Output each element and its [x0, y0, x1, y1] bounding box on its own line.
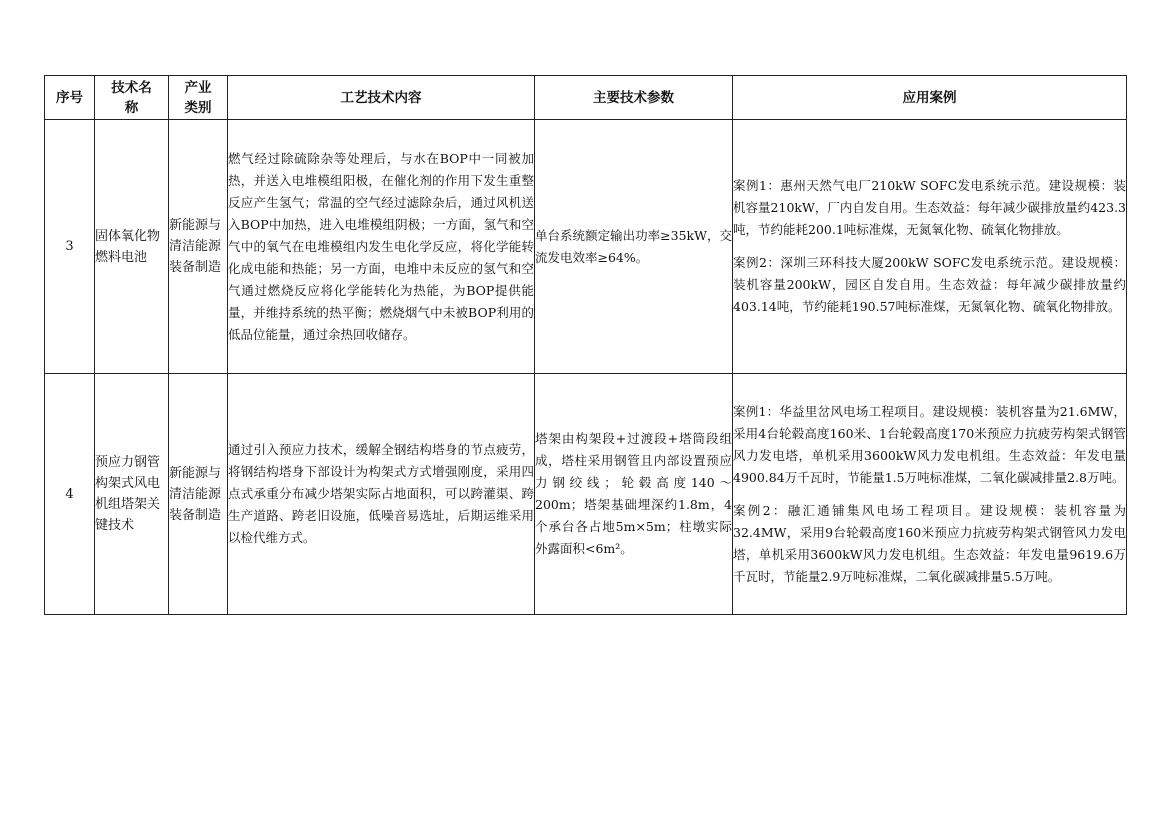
header-category: 产业类别: [169, 76, 228, 120]
row-process: 通过引入预应力技术，缓解全钢结构塔身的节点疲劳，将钢结构塔身下部设计为构架式方式增强刚度，采用四点式承重分布减少塔架实际占地面积，可以跨灌渠、跨生产道路、跨老旧设施，低噪音易选址，后期运维采用以检代维方式。: [228, 374, 535, 615]
header-cases: 应用案例: [733, 76, 1127, 120]
row-tech-name: 预应力钢管构架式风电机组塔架关键技术: [95, 374, 169, 615]
row-num: 4: [45, 374, 95, 615]
case-1: 案例1：惠州天然气电厂210kW SOFC发电系统示范。建设规模：装机容量210kW，厂内自发自用。生态效益：每年减少碳排放量约423.3吨，节约能耗200.1吨标准煤，无氮氧化物、硫氧化物排放。: [733, 178, 1126, 237]
row-cases: [733, 120, 1127, 374]
case-2: 案例2：深圳三环科技大厦200kW SOFC发电系统示范。建设规模：装机容量200kW，园区自发自用。生态效益：每年减少碳排放量约403.14吨，节约能耗190.57吨标准煤，无氮氧化物、硫氧化物排放。: [733, 255, 1126, 314]
table-row: [45, 120, 1127, 374]
row-num: 3: [45, 120, 95, 374]
row-category: 新能源与清洁能源装备制造: [169, 374, 228, 615]
row-tech-name: 固体氧化物燃料电池: [95, 120, 169, 374]
header-name: 技术名称: [95, 76, 169, 120]
row-category: 新能源与清洁能源装备制造: [169, 120, 228, 374]
row-cases: [733, 374, 1127, 615]
case-2: 案例2：融汇通铺集风电场工程项目。建设规模：装机容量为32.4MW，采用9台轮毂高度160米预应力抗疲劳构架式钢管风力发电塔，单机采用3600kW风力发电机组。生态效益：年发电量9619.6万千瓦时，节能量2.9万吨标准煤，二氧化碳减排量5.5万吨。: [733, 502, 1126, 584]
table-header-row: [45, 76, 1127, 120]
technology-table: [44, 75, 1127, 615]
header-params: 主要技术参数: [535, 76, 733, 120]
table-row: [45, 374, 1127, 615]
row-params: 塔架由构架段+过渡段+塔筒段组成，塔柱采用钢管且内部设置预应力钢绞线；轮毂高度140～200m；塔架基础埋深约1.8m，4个承台各占地5m×5m；柱墩实际外露面积<6m²。: [535, 374, 733, 615]
case-1: 案例1：华益里岔风电场工程项目。建设规模：装机容量为21.6MW，采用4台轮毂高度160米、1台轮毂高度170米预应力抗疲劳构架式钢管风力发电塔，单机采用3600kW风力发电机组。生态效益：年发电量4900.84万千瓦时，节能量1.5万吨标准煤，二氧化碳减排量2.8万吨。: [733, 403, 1126, 485]
header-num: 序号: [45, 76, 95, 120]
row-params: 单台系统额定输出功率≥35kW，交流发电效率≥64%。: [535, 120, 733, 374]
header-process: 工艺技术内容: [228, 76, 535, 120]
row-process: 燃气经过除硫除杂等处理后，与水在BOP中一同被加热，并送入电堆模组阳极，在催化剂的作用下发生重整反应产生氢气；常温的空气经过滤除杂后，通过风机送入BOP中加热，进入电堆模组阴极；一方面，氢气和空气中的氧气在电堆模组内发生电化学反应，将化学能转化成电能和热能；另一方面，电堆中未反应的氢气和空气通过燃烧反应将化学能转化为热能，为BOP提供能量，并维持系统的热平衡；燃烧烟气中未被BOP利用的低品位能量，通过余热回收储存。: [228, 120, 535, 374]
